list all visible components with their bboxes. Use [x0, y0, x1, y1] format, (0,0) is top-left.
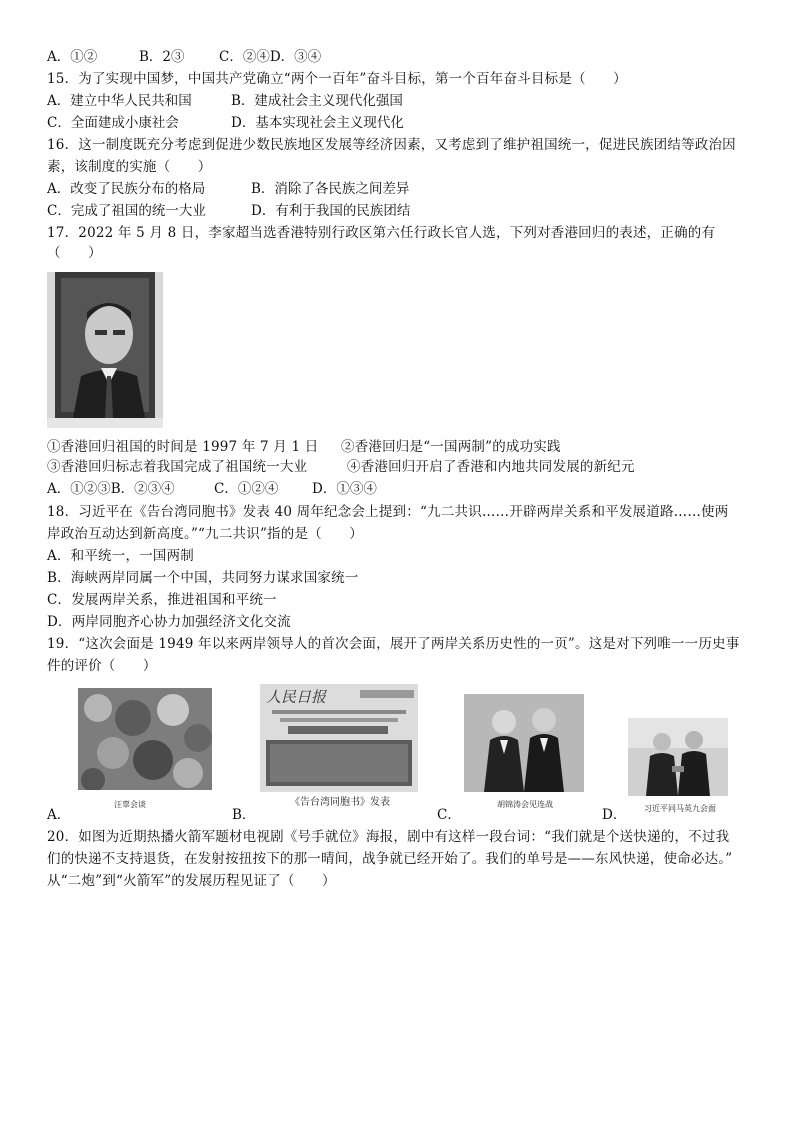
q16-option-d[interactable]: D．有利于我国的民族团结	[251, 203, 411, 219]
q15-stem: 15．为了实现中国梦，中国共产党确立“两个一百年”奋斗目标，第一个百年奋斗目标是（ ）	[47, 71, 627, 87]
q14-option-a[interactable]: A．①②	[47, 49, 98, 65]
q19-caption-d: 习近平同马英九会面	[644, 804, 716, 813]
q17-item-2: ②香港回归是“一国两制”的成功实践	[341, 439, 561, 455]
q19-stem-line1: 19．“这次会面是 1949 年以来两岸领导人的首次会面，展开了两岸关系历史性的一页”。这是对下列唯一一历史事	[47, 636, 740, 652]
q17-option-c[interactable]: C．①②④	[214, 481, 279, 497]
q19-label-a[interactable]: A．	[47, 807, 71, 823]
q19-caption-b: 《告台湾同胞书》发表	[290, 797, 390, 808]
meeting-photo-d	[628, 718, 728, 796]
q15-option-c[interactable]: C．全面建成小康社会	[47, 115, 179, 131]
q17-stem-line1: 17．2022 年 5 月 8 日，李家超当选香港特别行政区第六任行政长官人选，下列对香港回归的表述，正确的有	[47, 225, 716, 241]
q17-option-ab[interactable]: A．①②③B．②③④	[47, 481, 175, 497]
q16-option-a[interactable]: A．改变了民族分布的格局	[47, 181, 206, 197]
q17-item-1: ①香港回归祖国的时间是 1997 年 7 月 1 日	[47, 439, 319, 455]
q16-options-row2	[47, 201, 410, 221]
q15-options-row2	[47, 113, 404, 133]
q18-stem-line2: 岸政治互动达到新高度。”“九二共识”指的是（ ）	[47, 526, 363, 542]
q19-label-b[interactable]: B．	[232, 807, 256, 823]
q20-stem-line2: 们的快递不支持退货，在发射按扭按下的那一晴间，战争就已经开始了。我们的单号是——东风快递，使命必达。”	[47, 851, 733, 867]
q15-option-d[interactable]: D．基本实现社会主义现代化	[231, 115, 404, 131]
q19-image-b[interactable]	[260, 684, 418, 792]
q19-caption-a: 汪辜会谈	[114, 800, 146, 809]
q17-options	[47, 479, 377, 499]
q20-stem-line1: 20．如图为近期热播火箭军题材电视剧《号手就位》海报，剧中有这样一段台词：“我们就是个送快递的，不过我	[47, 829, 730, 845]
newspaper-masthead: 人民日报	[266, 688, 327, 706]
q19-image-d[interactable]	[628, 718, 728, 796]
q14-options	[47, 47, 321, 67]
meeting-photo-c	[464, 694, 584, 792]
q16-stem-line1: 16．这一制度既充分考虑到促进少数民族地区发展等经济因素，又考虑到了维护祖国统一，促进民族团结等政治因	[47, 137, 736, 153]
q19-label-c[interactable]: C．	[437, 807, 461, 823]
q18-stem-line1: 18．习近平在《告台湾同胞书》发表 40 周年纪念会上提到：“九二共识……开辟两岸关系和平发展道路……使两	[47, 504, 729, 520]
q20-stem-line3: 从“二炮”到“火箭军”的发展历程见证了（ ）	[47, 873, 336, 889]
q18-option-c[interactable]: C．发展两岸关系，推进祖国和平统一	[47, 592, 277, 608]
q17-option-d[interactable]: D．①③④	[312, 481, 377, 497]
q16-option-b[interactable]: B．消除了各民族之间差异	[251, 181, 410, 197]
meeting-photo-a	[78, 688, 212, 790]
q15-option-b[interactable]: B．建成社会主义现代化强国	[231, 93, 403, 109]
q16-stem-line2: 素，该制度的实施（ ）	[47, 159, 212, 175]
q15-option-a[interactable]: A．建立中华人民共和国	[47, 93, 192, 109]
q18-option-b[interactable]: B．海峡两岸同属一个中国，共同努力谋求国家统一	[47, 570, 359, 586]
q15-options-row1	[47, 91, 403, 111]
q19-label-d[interactable]: D．	[602, 807, 627, 823]
q16-option-c[interactable]: C．完成了祖国的统一大业	[47, 203, 206, 219]
q18-option-d[interactable]: D．两岸同胞齐心协力加强经济文化交流	[47, 614, 291, 630]
portrait-image	[47, 272, 163, 428]
q17-stem-line2: （ ）	[47, 245, 102, 261]
q16-options-row1	[47, 179, 409, 199]
q19-caption-c: 胡锦涛会见连战	[497, 800, 553, 809]
q19-image-a[interactable]	[78, 688, 212, 790]
q14-option-cd[interactable]: C．②④D．③④	[219, 49, 322, 65]
q19-image-c[interactable]	[464, 694, 584, 792]
q19-stem-line2: 件的评价（ ）	[47, 658, 157, 674]
q17-item-3: ③香港回归标志着我国完成了祖国统一大业	[47, 459, 308, 475]
q18-option-a[interactable]: A．和平统一，一国两制	[47, 548, 194, 564]
q17-item-4: ④香港回归开启了香港和内地共同发展的新纪元	[347, 459, 635, 475]
portrait-photo	[47, 272, 163, 428]
q14-option-b[interactable]: B．2③	[139, 49, 185, 65]
